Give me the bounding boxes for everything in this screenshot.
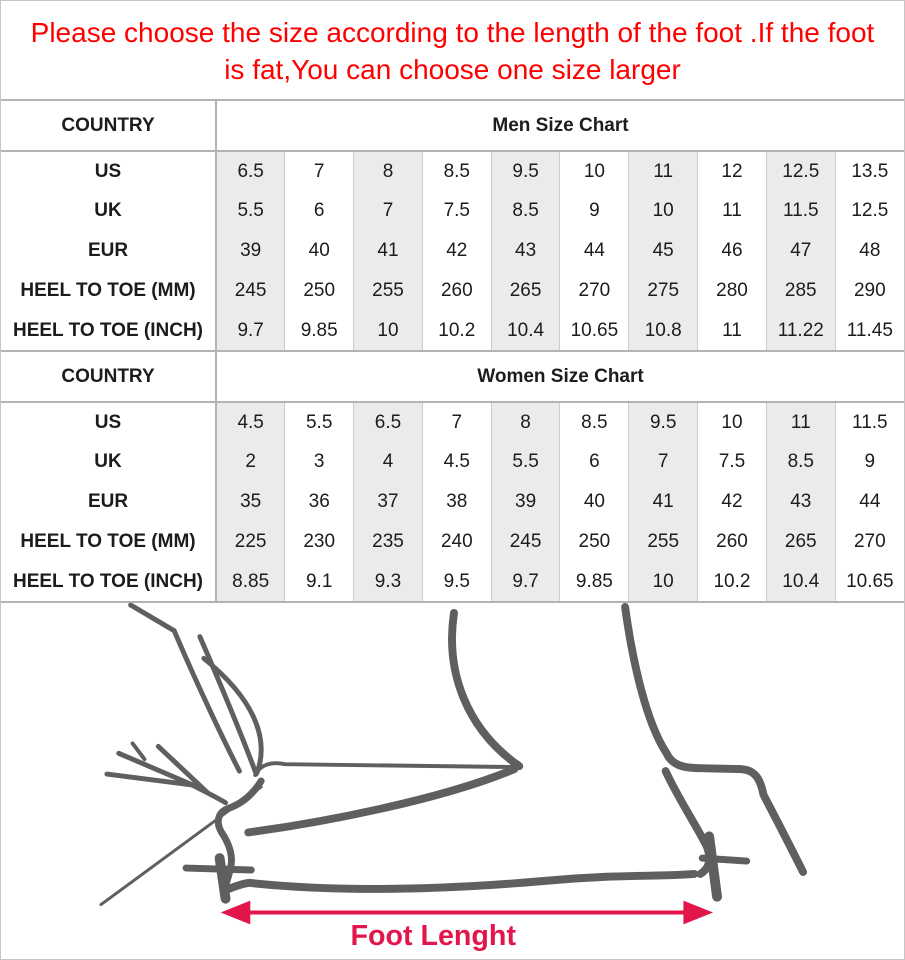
size-cell: 11.45 — [835, 311, 904, 351]
size-cell: 10.65 — [835, 562, 904, 602]
size-cell: 10 — [629, 191, 698, 231]
size-cell: 225 — [216, 522, 285, 562]
table-row — [1, 311, 904, 351]
row-label: HEEL TO TOE (INCH) — [1, 562, 216, 602]
size-cell: 38 — [422, 482, 491, 522]
size-cell: 245 — [491, 522, 560, 562]
notice-line-2: is fat,You can choose one size larger — [224, 54, 681, 85]
size-cell: 41 — [629, 482, 698, 522]
row-label: US — [1, 402, 216, 442]
size-cell: 250 — [560, 522, 629, 562]
size-cell: 43 — [491, 231, 560, 271]
size-cell: 265 — [766, 522, 835, 562]
size-cell: 39 — [491, 482, 560, 522]
size-cell: 10.65 — [560, 311, 629, 351]
size-cell: 45 — [629, 231, 698, 271]
table-row — [1, 442, 904, 482]
size-cell: 10 — [698, 402, 767, 442]
size-cell: 10 — [560, 151, 629, 191]
size-cell: 11 — [698, 191, 767, 231]
size-cell: 10 — [354, 311, 423, 351]
size-cell: 9.5 — [491, 151, 560, 191]
size-cell: 4 — [354, 442, 423, 482]
row-label: EUR — [1, 482, 216, 522]
size-cell: 8 — [491, 402, 560, 442]
size-cell: 255 — [629, 522, 698, 562]
size-cell: 12.5 — [835, 191, 904, 231]
foot-measure-illustration — [1, 603, 905, 959]
size-cell: 42 — [698, 482, 767, 522]
size-cell: 6.5 — [354, 402, 423, 442]
size-cell: 235 — [354, 522, 423, 562]
row-label: US — [1, 151, 216, 191]
size-cell: 9.3 — [354, 562, 423, 602]
table-header-row — [1, 352, 904, 402]
table-row — [1, 151, 904, 191]
size-cell: 10.8 — [629, 311, 698, 351]
size-cell: 10.2 — [422, 311, 491, 351]
size-cell: 265 — [491, 271, 560, 311]
size-cell: 8.5 — [422, 151, 491, 191]
size-cell: 260 — [698, 522, 767, 562]
size-cell: 9.5 — [422, 562, 491, 602]
size-cell: 255 — [354, 271, 423, 311]
size-cell: 230 — [285, 522, 354, 562]
size-notice — [1, 1, 904, 101]
size-cell: 48 — [835, 231, 904, 271]
table-row — [1, 562, 904, 602]
size-cell: 12.5 — [766, 151, 835, 191]
size-cell: 10.4 — [491, 311, 560, 351]
size-cell: 7.5 — [698, 442, 767, 482]
size-cell: 11.5 — [835, 402, 904, 442]
size-cell: 9.7 — [491, 562, 560, 602]
size-cell: 9 — [835, 442, 904, 482]
size-cell: 11.22 — [766, 311, 835, 351]
size-cell: 40 — [285, 231, 354, 271]
size-cell: 245 — [216, 271, 285, 311]
size-cell: 11 — [698, 311, 767, 351]
hand-icon — [107, 743, 226, 802]
table-header-row — [1, 101, 904, 151]
size-cell: 43 — [766, 482, 835, 522]
size-cell: 41 — [354, 231, 423, 271]
row-label: HEEL TO TOE (INCH) — [1, 311, 216, 351]
size-cell: 10.2 — [698, 562, 767, 602]
size-cell: 275 — [629, 271, 698, 311]
toe-mark-icon — [186, 858, 251, 899]
size-cell: 7 — [422, 402, 491, 442]
size-cell: 9 — [560, 191, 629, 231]
men-size-table — [1, 101, 904, 352]
size-cell: 7 — [354, 191, 423, 231]
pencil-icon — [131, 605, 262, 774]
size-cell: 4.5 — [216, 402, 285, 442]
row-label: HEEL TO TOE (MM) — [1, 522, 216, 562]
country-header-cell: COUNTRY — [1, 101, 216, 151]
size-cell: 5.5 — [216, 191, 285, 231]
size-cell: 39 — [216, 231, 285, 271]
country-header-cell: COUNTRY — [1, 352, 216, 402]
size-cell: 3 — [285, 442, 354, 482]
size-cell: 6.5 — [216, 151, 285, 191]
size-cell: 35 — [216, 482, 285, 522]
size-cell: 44 — [835, 482, 904, 522]
size-cell: 9.7 — [216, 311, 285, 351]
table-row — [1, 191, 904, 231]
size-cell: 9.85 — [560, 562, 629, 602]
size-cell: 11 — [766, 402, 835, 442]
size-cell: 6 — [560, 442, 629, 482]
table-row — [1, 231, 904, 271]
table-title: Men Size Chart — [216, 101, 904, 151]
notice-line-1: Please choose the size according to the length of the foot .If the foot — [30, 17, 875, 48]
size-cell: 8 — [354, 151, 423, 191]
size-cell: 4.5 — [422, 442, 491, 482]
size-cell: 8.5 — [560, 402, 629, 442]
size-cell: 260 — [422, 271, 491, 311]
size-cell: 36 — [285, 482, 354, 522]
size-cell: 8.5 — [491, 191, 560, 231]
size-cell: 250 — [285, 271, 354, 311]
size-cell: 12 — [698, 151, 767, 191]
row-label: UK — [1, 442, 216, 482]
size-cell: 290 — [835, 271, 904, 311]
size-cell: 270 — [835, 522, 904, 562]
size-cell: 7 — [629, 442, 698, 482]
size-cell: 280 — [698, 271, 767, 311]
size-cell: 270 — [560, 271, 629, 311]
heel-mark-icon — [702, 836, 747, 896]
size-cell: 7.5 — [422, 191, 491, 231]
table-row — [1, 522, 904, 562]
table-title: Women Size Chart — [216, 352, 904, 402]
table-row — [1, 402, 904, 442]
size-cell: 40 — [560, 482, 629, 522]
size-cell: 46 — [698, 231, 767, 271]
foot-measure-diagram — [1, 603, 904, 959]
size-cell: 6 — [285, 191, 354, 231]
table-row — [1, 271, 904, 311]
size-cell: 240 — [422, 522, 491, 562]
size-cell: 7 — [285, 151, 354, 191]
size-cell: 13.5 — [835, 151, 904, 191]
size-cell: 285 — [766, 271, 835, 311]
size-cell: 37 — [354, 482, 423, 522]
size-cell: 5.5 — [285, 402, 354, 442]
women-size-table — [1, 352, 904, 603]
size-cell: 47 — [766, 231, 835, 271]
size-cell: 10.4 — [766, 562, 835, 602]
size-cell: 8.85 — [216, 562, 285, 602]
row-label: UK — [1, 191, 216, 231]
size-cell: 9.1 — [285, 562, 354, 602]
size-cell: 5.5 — [491, 442, 560, 482]
table-row — [1, 482, 904, 522]
size-cell: 10 — [629, 562, 698, 602]
size-cell: 44 — [560, 231, 629, 271]
row-label: EUR — [1, 231, 216, 271]
size-cell: 42 — [422, 231, 491, 271]
foot-length-label: Foot Lenght — [350, 920, 516, 953]
size-cell: 8.5 — [766, 442, 835, 482]
size-cell: 9.85 — [285, 311, 354, 351]
row-label: HEEL TO TOE (MM) — [1, 271, 216, 311]
size-cell: 2 — [216, 442, 285, 482]
size-cell: 11.5 — [766, 191, 835, 231]
size-cell: 11 — [629, 151, 698, 191]
size-cell: 9.5 — [629, 402, 698, 442]
